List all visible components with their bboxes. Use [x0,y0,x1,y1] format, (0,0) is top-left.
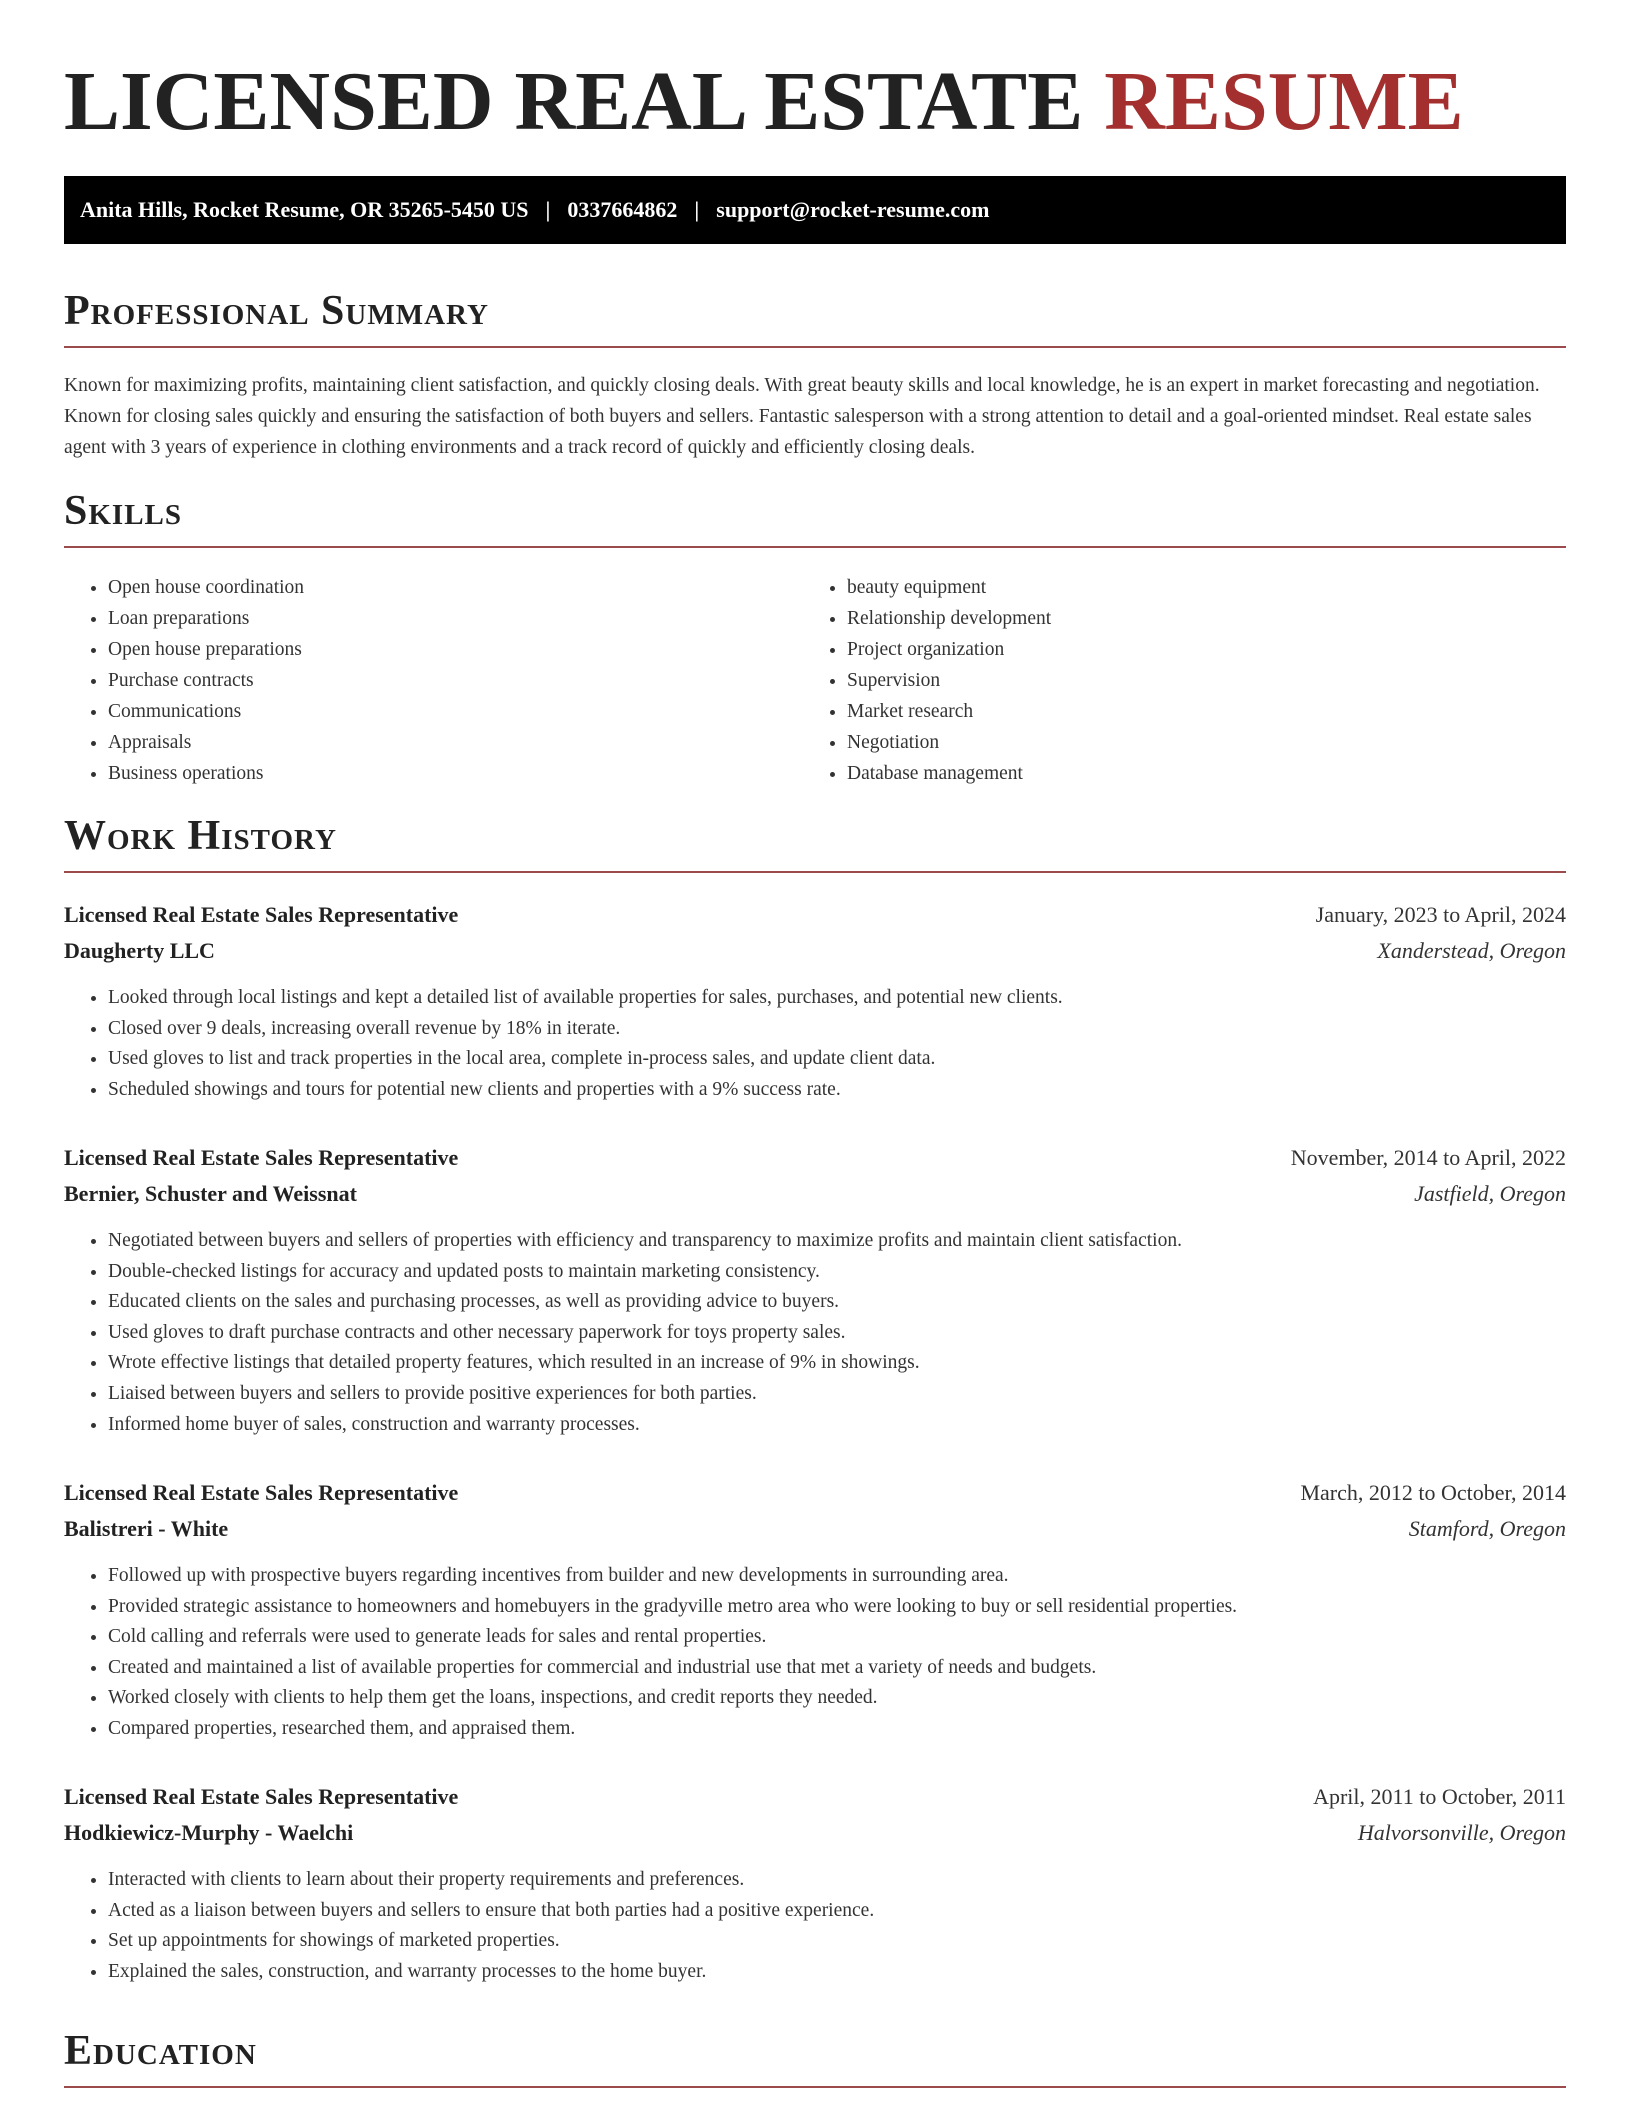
job-location: Xanderstead, Oregon [1377,938,1566,963]
summary-text: Known for maximizing profits, maintaining client satisfaction, and quickly closing deals. With great beauty skills and local knowledge, he is an expert in market forecasting and negotiation. Known for closing sales quickly and ensuring the satisfaction of both buyers and sellers. Fantastic salesperson with a strong attention to detail and a goal-oriented mindset. Real estate sales agent with 3 years of experience in clothing environments and a track record of quickly and efficiently closing deals. [64,375,1540,458]
job-title: Licensed Real Estate Sales Representative [64,1480,459,1505]
job-bullets [64,983,1566,1105]
job-company: Daugherty LLC [64,938,215,963]
job-bullets [64,1561,1566,1745]
skills-list-left [64,572,304,789]
title-accent: RESUME [1104,55,1464,148]
job-dates: March, 2012 to October, 2014 [1300,1480,1566,1505]
contact-separator: | [545,197,551,222]
job-location: Halvorsonville, Oregon [1357,1820,1566,1845]
skill-item: • Loan preparations [108,603,304,634]
job-dates: January, 2023 to April, 2024 [1315,902,1566,927]
skills-list-right [803,572,1051,789]
skill-item: • Open house coordination [108,572,304,603]
job-entry [64,1779,1566,1987]
job-bullet: • Looked through local listings and kept a detailed list of available properties for sales, purchases, and potential new clients. [108,983,1566,1014]
job-company: Bernier, Schuster and Weissnat [64,1181,357,1206]
job-company: Balistreri - White [64,1516,229,1541]
job-entry [64,1475,1566,1745]
job-bullet: • Negotiated between buyers and sellers of properties with efficiency and transparency to maximize profits and maintain client satisfaction. [108,1226,1566,1257]
skill-item: • Communications [108,696,304,727]
job-title: Licensed Real Estate Sales Representative [64,902,459,927]
skill-item: • Supervision [847,665,1051,696]
skill-item: • Database management [847,758,1051,789]
job-bullet: • Used gloves to draft purchase contracts and other necessary paperwork for toys property sales. [108,1318,1566,1349]
job-dates: November, 2014 to April, 2022 [1290,1145,1566,1170]
title-main: LICENSED REAL ESTATE [64,55,1084,148]
skill-item: • Purchase contracts [108,665,304,696]
job-bullet: • Used gloves to list and track properties in the local area, complete in-process sales, and update client data. [108,1044,1566,1075]
skill-item: • Project organization [847,634,1051,665]
work-history-heading: Work History [64,815,1566,873]
skill-item: • Business operations [108,758,304,789]
job-company: Hodkiewicz-Murphy - Waelchi [64,1820,354,1845]
job-entry [64,1140,1566,1440]
job-bullet: • Cold calling and referrals were used to generate leads for sales and rental properties. [108,1622,1566,1653]
contact-separator: | [694,197,700,222]
job-entry [64,897,1566,1105]
skill-item: • Open house preparations [108,634,304,665]
job-bullet: • Interacted with clients to learn about their property requirements and preferences. [108,1865,1566,1896]
summary-heading: Professional Summary [64,290,1566,348]
job-bullet: • Scheduled showings and tours for potential new clients and properties with a 9% success rate. [108,1075,1566,1106]
job-bullets [64,1865,1566,1987]
job-bullet: • Educated clients on the sales and purchasing processes, as well as providing advice to buyers. [108,1287,1566,1318]
job-bullet: • Provided strategic assistance to homeowners and homebuyers in the gradyville metro area who were looking to buy or sell residential properties. [108,1592,1566,1623]
job-bullet: • Liaised between buyers and sellers to provide positive experiences for both parties. [108,1379,1566,1410]
skill-item: • Appraisals [108,727,304,758]
job-location: Stamford, Oregon [1408,1516,1566,1541]
skill-item: • Negotiation [847,727,1051,758]
contact-address: Anita Hills, Rocket Resume, OR 35265-5450 US [80,197,529,222]
job-bullet: • Informed home buyer of sales, construction and warranty processes. [108,1410,1566,1441]
job-title: Licensed Real Estate Sales Representative [64,1784,459,1809]
resume-title [64,56,1464,148]
job-bullet: • Set up appointments for showings of marketed properties. [108,1926,1566,1957]
job-bullet: • Wrote effective listings that detailed property features, which resulted in an increase of 9% in showings. [108,1348,1566,1379]
skill-item: • Relationship development [847,603,1051,634]
job-location: Jastfield, Oregon [1414,1181,1566,1206]
job-bullet: • Closed over 9 deals, increasing overall revenue by 18% in iterate. [108,1014,1566,1045]
job-bullet: • Worked closely with clients to help them get the loans, inspections, and credit reports they needed. [108,1683,1566,1714]
job-title: Licensed Real Estate Sales Representative [64,1145,459,1170]
job-bullet: • Explained the sales, construction, and warranty processes to the home buyer. [108,1957,1566,1988]
skills-heading: Skills [64,490,1566,548]
job-bullets [64,1226,1566,1440]
contact-phone: 0337664862 [567,197,678,222]
job-bullet: • Compared properties, researched them, and appraised them. [108,1714,1566,1745]
job-dates: April, 2011 to October, 2011 [1313,1784,1566,1809]
job-bullet: • Acted as a liaison between buyers and sellers to ensure that both parties had a positive experience. [108,1896,1566,1927]
contact-bar [64,176,1566,244]
job-bullet: • Followed up with prospective buyers regarding incentives from builder and new developments in surrounding area. [108,1561,1566,1592]
skill-item: • Market research [847,696,1051,727]
education-heading: Education [64,2030,1566,2088]
job-bullet: • Double-checked listings for accuracy and updated posts to maintain marketing consistency. [108,1257,1566,1288]
job-bullet: • Created and maintained a list of available properties for commercial and industrial use that met a variety of needs and budgets. [108,1653,1566,1684]
contact-email[interactable]: support@rocket-resume.com [716,197,990,222]
skill-item: • beauty equipment [847,572,1051,603]
